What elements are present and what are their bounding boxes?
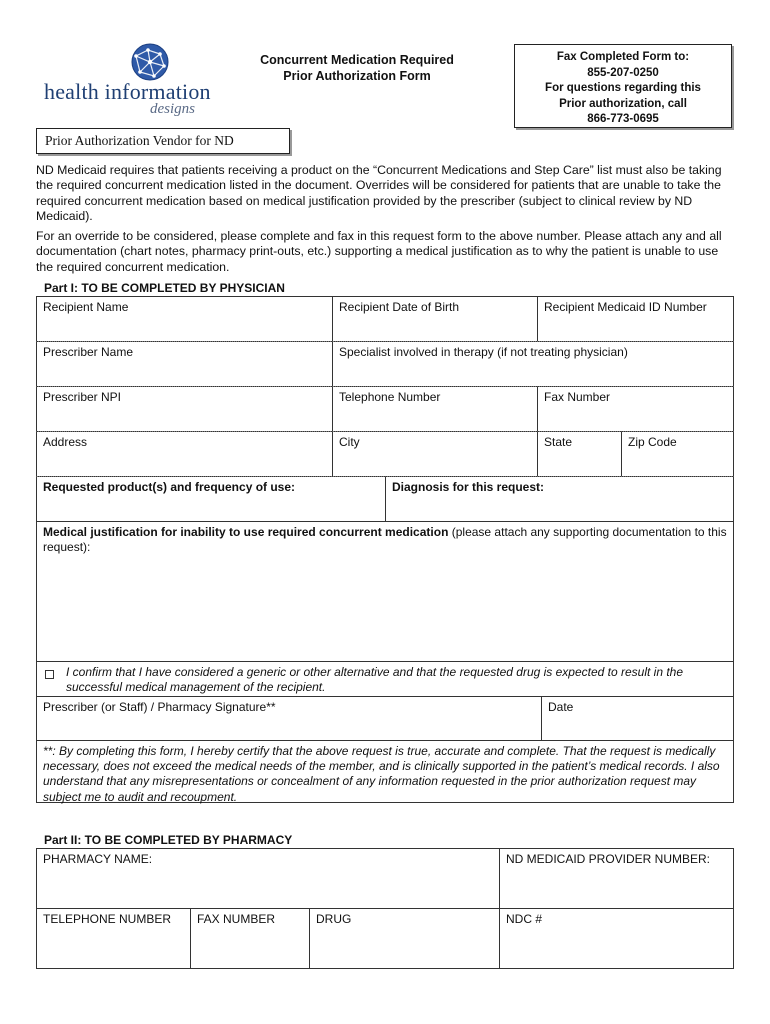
field-label: NDC # — [506, 912, 543, 926]
field-label: DRUG — [316, 912, 352, 926]
field-label: ND MEDICAID PROVIDER NUMBER: — [506, 852, 711, 866]
field-label: Prescriber (or Staff) / Pharmacy Signature** — [43, 700, 276, 714]
field-label: Prescriber NPI — [43, 390, 122, 404]
title-line-1: Concurrent Medication Required — [260, 53, 454, 67]
field-label: Specialist involved in therapy (if not treating physician) — [339, 345, 628, 359]
confirm-text: I confirm that I have considered a generic or other alternative and that the requested drug is expected to result in the successful medical management of the recipient. — [66, 665, 684, 694]
address-field[interactable] — [36, 431, 333, 477]
field-label: Date — [548, 700, 574, 714]
prescriber-npi-field[interactable] — [36, 386, 333, 432]
vendor-label: Prior Authorization Vendor for ND — [36, 128, 290, 154]
requested-products-field[interactable] — [36, 476, 386, 522]
recipient-id-field[interactable] — [537, 296, 734, 342]
diagnosis-field[interactable] — [385, 476, 734, 522]
date-field[interactable] — [541, 696, 734, 741]
drug-field[interactable] — [309, 908, 500, 969]
pharmacy-telephone-field[interactable] — [36, 908, 191, 969]
field-label: Requested product(s) and frequency of use: — [43, 480, 296, 494]
confirm-checkbox[interactable] — [45, 669, 60, 684]
recipient-name-field[interactable] — [36, 296, 333, 342]
certification-text: **: By completing this form, I hereby certify that the above request is true, accurate and complete. That the request is medically necessary, does not exceed the medical needs of the member, and is clinically supported in the patient’s medical records. I also understand that any misrepresentations or concealment of any information requested in the prior authorization request may subject me to audit and recoupment. — [36, 740, 734, 803]
justification-note: (please attach any supporting documentation to this request): — [43, 525, 727, 554]
form-title — [232, 52, 482, 84]
pharmacy-name-field[interactable] — [36, 848, 500, 909]
part2-heading: Part II: TO BE COMPLETED BY PHARMACY — [44, 833, 293, 847]
field-label: State — [544, 435, 573, 449]
city-field[interactable] — [332, 431, 538, 477]
ndc-field[interactable] — [499, 908, 734, 969]
field-label: PHARMACY NAME: — [43, 852, 153, 866]
signature-field[interactable] — [36, 696, 542, 741]
telephone-field[interactable] — [332, 386, 538, 432]
fax-info-box — [514, 44, 732, 128]
fax-line: For questions regarding this — [545, 82, 701, 94]
state-field[interactable] — [537, 431, 622, 477]
prescriber-name-field[interactable] — [36, 341, 333, 387]
fax-line: Fax Completed Form to: — [556, 51, 690, 63]
field-label: Recipient Medicaid ID Number — [544, 300, 707, 314]
logo-subtext: designs — [150, 101, 195, 117]
pharmacy-fax-field[interactable] — [190, 908, 310, 969]
field-label: Diagnosis for this request: — [392, 480, 545, 494]
confirm-row — [36, 661, 734, 697]
field-label: Zip Code — [628, 435, 677, 449]
part1-heading: Part I: TO BE COMPLETED BY PHYSICIAN — [44, 281, 285, 295]
fax-line: Prior authorization, call — [559, 97, 687, 110]
field-label: Fax Number — [544, 390, 611, 404]
fax-field[interactable] — [537, 386, 734, 432]
zip-field[interactable] — [621, 431, 734, 477]
justification-label: Medical justification for inability to use required concurrent medication — [43, 525, 449, 539]
logo-text: health information — [44, 79, 211, 104]
fax-line: 855-207-0250 — [587, 66, 659, 79]
intro-paragraph-2: For an override to be considered, please complete and fax in this request form to the above number. Please attach any and all documentation (chart notes, pharmacy print-outs, etc.) supporting a medical justification as to why the patient is unable to use the required concurrent medication. — [36, 229, 722, 274]
field-label: City — [339, 435, 360, 449]
specialist-field[interactable] — [332, 341, 734, 387]
field-label: Telephone Number — [339, 390, 441, 404]
field-label: Prescriber Name — [43, 345, 134, 359]
field-label: TELEPHONE NUMBER — [43, 912, 172, 926]
field-label: Address — [43, 435, 88, 449]
fax-line: 866-773-0695 — [587, 113, 659, 125]
intro-paragraph-1: ND Medicaid requires that patients receiving a product on the “Concurrent Medications and Step Care” list must also be taking the required concurrent medication listed in the document. Overrides will be considered for patients that are unable to take the required concurrent medication based on medical justification provided by the prescriber (subject to clinical review by ND Medicaid). — [36, 163, 722, 223]
justification-field[interactable] — [36, 521, 734, 662]
provider-number-field[interactable] — [499, 848, 734, 909]
field-label: Recipient Date of Birth — [339, 300, 460, 314]
title-line-2: Prior Authorization Form — [283, 69, 431, 83]
field-label: Recipient Name — [43, 300, 129, 314]
field-label: FAX NUMBER — [197, 912, 276, 926]
recipient-dob-field[interactable] — [332, 296, 538, 342]
